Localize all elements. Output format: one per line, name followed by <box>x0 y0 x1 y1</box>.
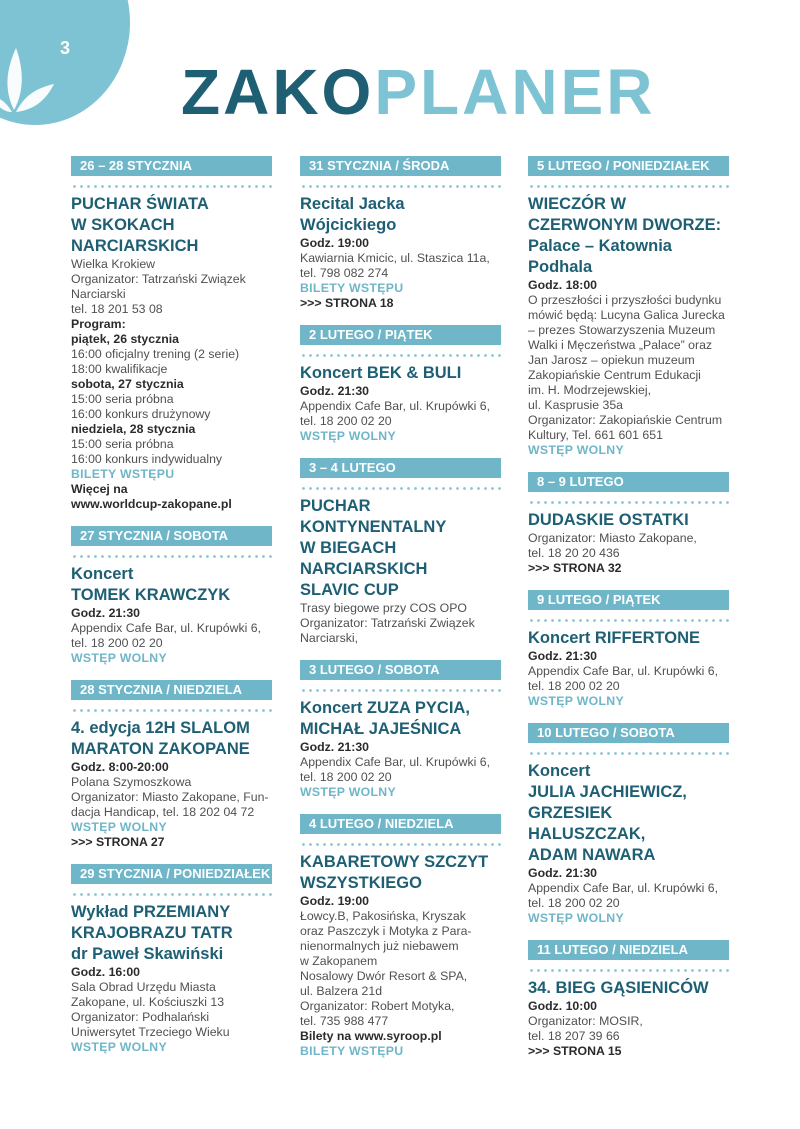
event-detail-line: 16:00 konkurs indywidualny <box>71 452 223 466</box>
event-detail-line: Godz. 19:00 <box>300 894 370 908</box>
event-detail-line: BILETY WSTĘPU <box>300 281 404 295</box>
event-title: KONTYNENTALNY <box>300 518 447 536</box>
event-detail-line: 15:00 seria próbna <box>71 437 174 451</box>
dotted-divider <box>300 354 501 357</box>
event-title: WSZYSTKIEGO <box>300 874 422 892</box>
event-detail-line: 16:00 konkurs drużynowy <box>71 407 211 421</box>
event-detail-line: sobota, 27 stycznia <box>71 377 184 391</box>
event-detail-line: 16:00 oficjalny trening (2 serie) <box>71 347 240 361</box>
column-1 <box>71 156 272 1069</box>
event-detail-line: WSTĘP WOLNY <box>300 785 396 799</box>
event-block <box>300 814 501 1059</box>
event-detail-line: Narciarski <box>71 287 126 301</box>
event-detail-line: tel. 798 082 274 <box>300 266 389 280</box>
event-detail-line: oraz Paszczyk i Motyka z Para- <box>300 924 472 938</box>
event-detail-line: >>> STRONA 32 <box>528 561 622 575</box>
dotted-divider <box>71 185 272 188</box>
event-detail-line: Zakopiańskie Centrum Edukacji <box>528 368 701 382</box>
event-block <box>528 156 729 458</box>
dotted-divider <box>528 619 729 622</box>
event-detail-line: Appendix Cafe Bar, ul. Krupówki 6, <box>528 664 719 678</box>
event-block <box>300 458 501 646</box>
column-2 <box>300 156 501 1073</box>
event-detail-line: Organizator: MOSIR, <box>528 1014 643 1028</box>
event-title: W BIEGACH <box>300 539 397 557</box>
event-detail-line: Kultury, Tel. 661 601 651 <box>528 428 663 442</box>
event-detail-line: Zakopane, ul. Kościuszki 13 <box>71 995 225 1009</box>
event-title: CZERWONYM DWORZE: <box>528 216 722 234</box>
event-detail-line: Organizator: Robert Motyka, <box>300 999 455 1013</box>
event-date-header: 29 STYCZNIA / PONIEDZIAŁEK <box>71 864 272 884</box>
title-light: PLANER <box>374 56 656 128</box>
page-number: 3 <box>60 38 71 58</box>
event-detail-line: WSTĘP WOLNY <box>300 429 396 443</box>
event-detail-line: tel. 18 207 39 66 <box>528 1029 620 1043</box>
event-detail-line: Godz. 21:30 <box>71 606 141 620</box>
event-date-header: 4 LUTEGO / NIEDZIELA <box>300 814 501 834</box>
leaf-icon <box>0 40 60 120</box>
event-block <box>71 864 272 1055</box>
event-detail-line: Godz. 21:30 <box>528 866 598 880</box>
event-title: Koncert <box>71 565 134 583</box>
event-detail-line: Uniwersytet Trzeciego Wieku <box>71 1025 230 1039</box>
event-detail-line: WSTĘP WOLNY <box>71 820 167 834</box>
dotted-divider <box>528 185 729 188</box>
event-detail-line: Godz. 10:00 <box>528 999 598 1013</box>
event-title: WIECZÓR W <box>528 195 627 213</box>
event-detail-line: tel. 18 200 02 20 <box>300 770 392 784</box>
event-detail-line: Sala Obrad Urzędu Miasta <box>71 980 216 994</box>
event-date-header: 3 LUTEGO / SOBOTA <box>300 660 501 680</box>
event-detail-line: tel. 18 200 02 20 <box>528 896 620 910</box>
event-detail-line: WSTĘP WOLNY <box>71 1040 167 1054</box>
event-block <box>71 526 272 666</box>
event-title: W SKOKACH <box>71 216 175 234</box>
event-detail-line: >>> STRONA 18 <box>300 296 394 310</box>
event-detail-line: www.worldcup-zakopane.pl <box>71 497 232 511</box>
event-title: MARATON ZAKOPANE <box>71 740 250 758</box>
event-detail-line: BILETY WSTĘPU <box>300 1044 404 1058</box>
event-date-header: 31 STYCZNIA / ŚRODA <box>300 156 501 176</box>
event-detail-line: im. H. Modrzejewskiej, <box>528 383 651 397</box>
event-detail-line: 15:00 seria próbna <box>71 392 174 406</box>
event-title: MICHAŁ JAJEŚNICA <box>300 720 462 738</box>
event-title: GRZESIEK HALUSZCZAK, <box>528 804 646 843</box>
event-block <box>300 156 501 311</box>
event-block <box>300 325 501 444</box>
event-date-header: 26 – 28 STYCZNIA <box>71 156 272 176</box>
event-date-header: 11 LUTEGO / NIEDZIELA <box>528 940 729 960</box>
event-detail-line: Organizator: Tatrzański Związek <box>300 616 475 630</box>
event-detail-line: Nosalowy Dwór Resort & SPA, <box>300 969 468 983</box>
event-detail-line: tel. 18 200 02 20 <box>71 636 163 650</box>
event-date-header: 10 LUTEGO / SOBOTA <box>528 723 729 743</box>
event-title: Wykład PRZEMIANY <box>71 903 231 921</box>
event-title: TOMEK KRAWCZYK <box>71 586 231 604</box>
event-detail-line: tel. 735 988 477 <box>300 1014 389 1028</box>
event-detail-line: Appendix Cafe Bar, ul. Krupówki 6, <box>300 399 491 413</box>
event-title: KABARETOWY SZCZYT <box>300 853 489 871</box>
event-title: Palace – Katownia <box>528 237 672 255</box>
event-date-header: 5 LUTEGO / PONIEDZIAŁEK <box>528 156 729 176</box>
event-title: Koncert BEK & BULI <box>300 364 462 382</box>
event-title: PUCHAR <box>300 497 371 515</box>
event-title: 4. edycja 12H SLALOM <box>71 719 250 737</box>
event-detail-line: Appendix Cafe Bar, ul. Krupówki 6, <box>528 881 719 895</box>
event-detail-line: 18:00 kwalifikacje <box>71 362 168 376</box>
event-date-header: 9 LUTEGO / PIĄTEK <box>528 590 729 610</box>
event-detail-line: tel. 18 200 02 20 <box>528 679 620 693</box>
event-block <box>71 156 272 512</box>
event-detail-line: Organizator: Zakopiańskie Centrum <box>528 413 723 427</box>
event-title: Koncert RIFFERTONE <box>528 629 701 647</box>
event-title: JULIA JACHIEWICZ, <box>528 783 687 801</box>
event-detail-line: Jan Jarosz – opiekun muzeum <box>528 353 695 367</box>
event-detail-line: Narciarski, <box>300 631 359 645</box>
event-detail-line: – prezes Stowarzyszenia Muzeum <box>528 323 716 337</box>
event-title: Koncert ZUZA PYCIA, <box>300 699 470 717</box>
event-detail-line: >>> STRONA 15 <box>528 1044 622 1058</box>
event-title: Koncert <box>528 762 591 780</box>
event-date-header: 27 STYCZNIA / SOBOTA <box>71 526 272 546</box>
event-detail-line: Trasy biegowe przy COS OPO <box>300 601 467 615</box>
event-detail-line: Godz. 21:30 <box>528 649 598 663</box>
dotted-divider <box>71 893 272 896</box>
event-title: KRAJOBRAZU TATR <box>71 924 233 942</box>
event-detail-line: WSTĘP WOLNY <box>528 694 624 708</box>
event-detail-line: O przeszłości i przyszłości budynku <box>528 293 722 307</box>
event-detail-line: >>> STRONA 27 <box>71 835 165 849</box>
dotted-divider <box>528 501 729 504</box>
event-detail-line: Organizator: Miasto Zakopane, <box>528 531 697 545</box>
event-title: NARCIARSKICH <box>71 237 199 255</box>
event-date-header: 3 – 4 LUTEGO <box>300 458 501 478</box>
event-detail-line: ul. Kasprusie 35a <box>528 398 624 412</box>
event-block <box>71 680 272 850</box>
event-title: Podhala <box>528 258 593 276</box>
event-detail-line: WSTĘP WOLNY <box>71 651 167 665</box>
dotted-divider <box>528 752 729 755</box>
event-block <box>528 940 729 1059</box>
event-title: PUCHAR ŚWIATA <box>71 195 209 213</box>
dotted-divider <box>300 487 501 490</box>
event-detail-line: Kawiarnia Kmicic, ul. Staszica 11a, <box>300 251 490 265</box>
event-title: DUDASKIE OSTATKI <box>528 511 689 529</box>
event-detail-line: ul. Balzera 21d <box>300 984 383 998</box>
event-detail-line: WSTĘP WOLNY <box>528 911 624 925</box>
event-title: 34. BIEG GĄSIENICÓW <box>528 979 709 997</box>
event-detail-line: mówić będą: Lucyna Galica Jurecka <box>528 308 725 322</box>
dotted-divider <box>300 689 501 692</box>
event-block <box>300 660 501 800</box>
dotted-divider <box>300 185 501 188</box>
event-detail-line: Wielka Krokiew <box>71 257 156 271</box>
event-detail-line: Organizator: Podhalański <box>71 1010 210 1024</box>
event-block <box>528 590 729 709</box>
event-detail-line: tel. 18 200 02 20 <box>300 414 392 428</box>
dotted-divider <box>71 555 272 558</box>
event-detail-line: Walki i Męczeństwa „Palace” oraz <box>528 338 713 352</box>
dotted-divider <box>528 969 729 972</box>
event-block <box>528 472 729 576</box>
event-detail-line: Appendix Cafe Bar, ul. Krupówki 6, <box>71 621 262 635</box>
event-date-header: 2 LUTEGO / PIĄTEK <box>300 325 501 345</box>
title-dark: ZAKO <box>181 56 375 128</box>
event-detail-line: dacja Handicap, tel. 18 202 04 72 <box>71 805 255 819</box>
event-detail-line: Bilety na www.syroop.pl <box>300 1029 442 1043</box>
event-detail-line: WSTĘP WOLNY <box>528 443 624 457</box>
event-detail-line: BILETY WSTĘPU <box>71 467 175 481</box>
event-detail-line: Godz. 19:00 <box>300 236 370 250</box>
event-title: dr Paweł Skawiński <box>71 945 224 963</box>
event-detail-line: piątek, 26 stycznia <box>71 332 179 346</box>
dotted-divider <box>71 709 272 712</box>
event-title: ADAM NAWARA <box>528 846 656 864</box>
event-date-header: 28 STYCZNIA / NIEDZIELA <box>71 680 272 700</box>
event-detail-line: Godz. 18:00 <box>528 278 598 292</box>
event-detail-line: Organizator: Miasto Zakopane, Fun- <box>71 790 269 804</box>
event-detail-line: Godz. 8:00-20:00 <box>71 760 169 774</box>
event-detail-line: Godz. 21:30 <box>300 384 370 398</box>
event-detail-line: tel. 18 20 20 436 <box>528 546 620 560</box>
event-block <box>528 723 729 926</box>
event-detail-line: Więcej na <box>71 482 128 496</box>
page-title <box>181 54 655 130</box>
event-detail-line: Godz. 16:00 <box>71 965 141 979</box>
dotted-divider <box>300 843 501 846</box>
column-3 <box>528 156 729 1073</box>
event-detail-line: w Zakopanem <box>300 954 378 968</box>
event-title: SLAVIC CUP <box>300 581 399 599</box>
event-detail-line: tel. 18 201 53 08 <box>71 302 163 316</box>
event-date-header: 8 – 9 LUTEGO <box>528 472 729 492</box>
event-detail-line: Program: <box>71 317 126 331</box>
event-detail-line: Łowcy.B, Pakosińska, Kryszak <box>300 909 466 923</box>
event-title: Recital Jacka Wójcickiego <box>300 195 405 234</box>
event-title: NARCIARSKICH <box>300 560 428 578</box>
event-detail-line: nienormalnych już niebawem <box>300 939 459 953</box>
event-detail-line: niedziela, 28 stycznia <box>71 422 196 436</box>
event-detail-line: Organizator: Tatrzański Związek <box>71 272 246 286</box>
event-detail-line: Appendix Cafe Bar, ul. Krupówki 6, <box>300 755 491 769</box>
event-detail-line: Godz. 21:30 <box>300 740 370 754</box>
event-detail-line: Polana Szymoszkowa <box>71 775 192 789</box>
